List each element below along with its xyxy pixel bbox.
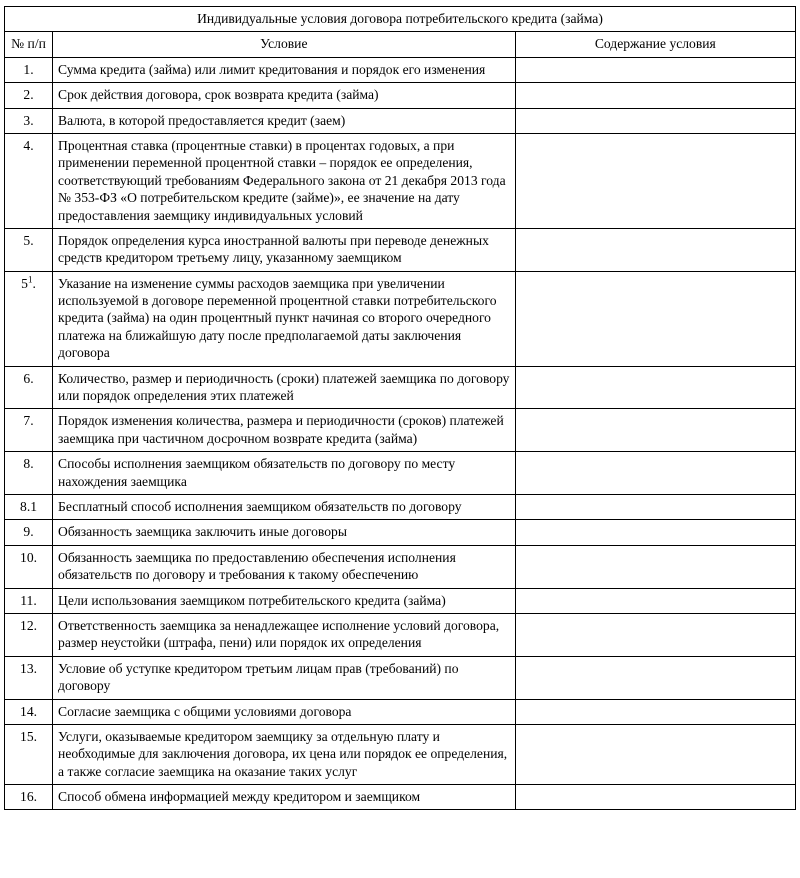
table-row: [5, 724, 796, 784]
column-header-number: № п/п: [5, 32, 53, 57]
table-row: [5, 57, 796, 82]
row-condition-text: Ответственность заемщика за ненадлежащее исполнение условий договора, размер неустойки (штрафа, пени) или порядок их определения: [53, 613, 516, 656]
row-condition-text: Валюта, в которой предоставляется кредит (заем): [53, 108, 516, 133]
row-content-cell[interactable]: [515, 724, 795, 784]
table-row: [5, 108, 796, 133]
table-row: [5, 228, 796, 271]
row-content-cell[interactable]: [515, 699, 795, 724]
row-number: 6.: [5, 366, 53, 409]
row-number: 14.: [5, 699, 53, 724]
row-number: 10.: [5, 545, 53, 588]
table-title-row: [5, 7, 796, 32]
row-content-cell[interactable]: [515, 366, 795, 409]
table-row: [5, 409, 796, 452]
individual-conditions-table: [4, 6, 796, 810]
row-number: 13.: [5, 656, 53, 699]
row-condition-text: Обязанность заемщика заключить иные договоры: [53, 520, 516, 545]
row-number: 11.: [5, 588, 53, 613]
table-row: [5, 699, 796, 724]
column-header-content: Содержание условия: [515, 32, 795, 57]
table-row: [5, 366, 796, 409]
row-content-cell[interactable]: [515, 656, 795, 699]
row-number: 1.: [5, 57, 53, 82]
row-content-cell[interactable]: [515, 83, 795, 108]
row-number: 12.: [5, 613, 53, 656]
table-row: [5, 613, 796, 656]
row-content-cell[interactable]: [515, 613, 795, 656]
row-number: 4.: [5, 133, 53, 228]
table-row: [5, 656, 796, 699]
row-content-cell[interactable]: [515, 494, 795, 519]
table-row: [5, 785, 796, 810]
row-condition-text: Способ обмена информацией между кредитором и заемщиком: [53, 785, 516, 810]
row-number: 5.: [5, 228, 53, 271]
row-number: 3.: [5, 108, 53, 133]
table-row: [5, 494, 796, 519]
row-content-cell[interactable]: [515, 588, 795, 613]
table-row: [5, 83, 796, 108]
column-header-condition: Условие: [53, 32, 516, 57]
row-condition-text: Согласие заемщика с общими условиями договора: [53, 699, 516, 724]
row-content-cell[interactable]: [515, 271, 795, 366]
row-condition-text: Порядок определения курса иностранной валюты при переводе денежных средств кредитором третьему лицу, указанному заемщиком: [53, 228, 516, 271]
row-condition-text: Процентная ставка (процентные ставки) в процентах годовых, а при применении переменной процентной ставки – порядок ее определения, соответствующий требованиям Федерального закона от 21 декабря 2013 года № 353-ФЗ «О потребительском кредите (займе)», ее значение на дату предоставления заемщику индивидуальных условий: [53, 133, 516, 228]
row-condition-text: Количество, размер и периодичность (сроки) платежей заемщика по договору или порядок определения этих платежей: [53, 366, 516, 409]
row-content-cell[interactable]: [515, 785, 795, 810]
table-row: [5, 271, 796, 366]
row-number: 8.: [5, 452, 53, 495]
row-content-cell[interactable]: [515, 228, 795, 271]
row-condition-text: Обязанность заемщика по предоставлению обеспечения исполнения обязательств по договору и требования к такому обеспечению: [53, 545, 516, 588]
row-condition-text: Указание на изменение суммы расходов заемщика при увеличении используемой в договоре переменной процентной ставки потребительского кредита (займа) на один процентный пункт начиная со второго очередного платежа на ближайшую дату после предполагаемой даты заключения договора: [53, 271, 516, 366]
document-title: Индивидуальные условия договора потребительского кредита (займа): [5, 7, 796, 32]
row-number: 9.: [5, 520, 53, 545]
row-condition-text: Бесплатный способ исполнения заемщиком обязательств по договору: [53, 494, 516, 519]
row-condition-text: Услуги, оказываемые кредитором заемщику за отдельную плату и необходимые для заключения договора, их цена или порядок ее определения, а также согласие заемщика на оказание таких услуг: [53, 724, 516, 784]
row-number: 8.1: [5, 494, 53, 519]
table-row: [5, 520, 796, 545]
row-content-cell[interactable]: [515, 108, 795, 133]
row-condition-text: Цели использования заемщиком потребительского кредита (займа): [53, 588, 516, 613]
row-number: 16.: [5, 785, 53, 810]
row-content-cell[interactable]: [515, 520, 795, 545]
row-number: 7.: [5, 409, 53, 452]
row-content-cell[interactable]: [515, 545, 795, 588]
row-number-superscript: 1: [27, 274, 33, 285]
row-number: 2.: [5, 83, 53, 108]
row-condition-text: Способы исполнения заемщиком обязательств по договору по месту нахождения заемщика: [53, 452, 516, 495]
table-row: [5, 452, 796, 495]
row-condition-text: Условие об уступке кредитором третьим лицам прав (требований) по договору: [53, 656, 516, 699]
row-condition-text: Порядок изменения количества, размера и периодичности (сроков) платежей заемщика при частичном досрочном возврате кредита (займа): [53, 409, 516, 452]
row-condition-text: Срок действия договора, срок возврата кредита (займа): [53, 83, 516, 108]
row-content-cell[interactable]: [515, 57, 795, 82]
row-number: $5^1$.: [5, 271, 53, 366]
row-condition-text: Сумма кредита (займа) или лимит кредитования и порядок его изменения: [53, 57, 516, 82]
table-row: [5, 588, 796, 613]
table-row: [5, 133, 796, 228]
row-content-cell[interactable]: [515, 409, 795, 452]
row-number: 15.: [5, 724, 53, 784]
row-content-cell[interactable]: [515, 133, 795, 228]
row-content-cell[interactable]: [515, 452, 795, 495]
table-header-row: [5, 32, 796, 57]
table-row: [5, 545, 796, 588]
